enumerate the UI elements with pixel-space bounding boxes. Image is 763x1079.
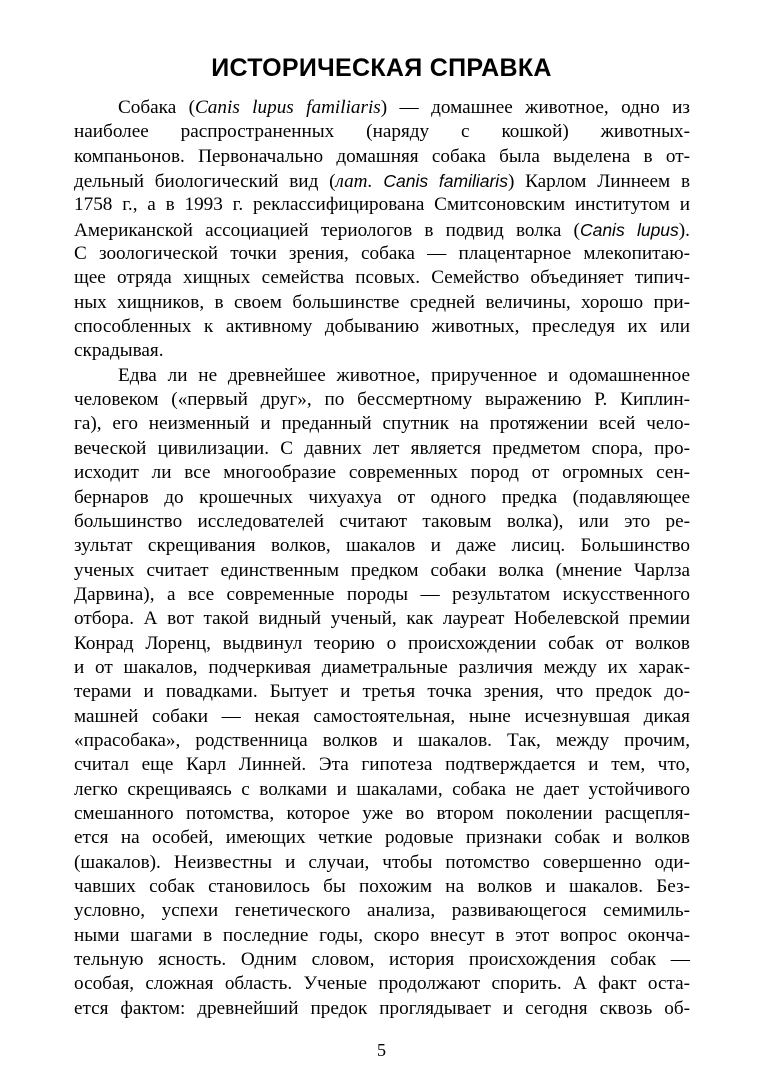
paragraph-2	[74, 364, 690, 1021]
text-line: способленных к активному добыванию животных, преследуя их или	[74, 316, 690, 338]
text-line: ется на особей, имеющих четкие родовые признаки собак и волков	[74, 827, 690, 849]
text-fragment: ) — домашнее животное, одно из	[380, 97, 690, 118]
latin-abbreviation: лат.	[335, 171, 373, 193]
text-line: ется фактом: древнейший предок проглядывает и сегодня сквозь об-	[74, 997, 690, 1019]
latin-name: Canis lupus familiaris	[195, 97, 381, 118]
text-line: смешанного потомства, которое уже во втором поколении расщепля-	[74, 802, 690, 824]
text-line: компаньонов. Первоначально домашняя собака была выделена в от-	[74, 145, 690, 167]
text-line: (шакалов). Неизвестны и случаи, чтобы потомство совершенно оди-	[74, 851, 690, 873]
paragraph-1	[74, 96, 690, 364]
text-line: чавших собак становилось бы похожим на волков и шакалов. Без-	[74, 876, 690, 897]
text-line: считал еще Карл Линней. Эта гипотеза подтверждается и тем, что,	[74, 754, 690, 776]
text-line	[74, 218, 690, 242]
text-fragment: ) Карлом Линнеем в	[507, 171, 691, 193]
latin-name: Canis familiaris	[383, 171, 508, 192]
text-line: исходит ли все многообразие современных пород от огромных сен-	[74, 462, 690, 484]
page-title: ИСТОРИЧЕСКАЯ СПРАВКА	[211, 54, 552, 82]
text-line: человеком («первый друг», по бессмертному выражению Р. Киплин-	[74, 389, 690, 411]
text-line: и от шакалов, подчеркивая диаметральные различия между их харак-	[74, 656, 690, 678]
text-line: ными шагами в последние годы, скоро внесут в этот вопрос оконча-	[74, 924, 690, 946]
text-line: машней собаки — некая самостоятельная, ныне исчезнувшая дикая	[74, 705, 690, 727]
latin-name: Canis lupus	[579, 219, 679, 240]
text-line: условно, успехи генетического анализа, развивающегося семимиль-	[74, 900, 690, 922]
text-line: терами и повадками. Бытует и третья точка зрения, что предок до-	[74, 681, 690, 703]
text-line	[74, 169, 690, 193]
text-line: отбора. А вот такой видный ученый, как лауреат Нобелевской премии	[74, 608, 690, 630]
text-line: особая, сложная область. Ученые продолжают спорить. А факт оста-	[74, 973, 690, 995]
page-body	[74, 96, 690, 1021]
text-line: Дарвина), а все современные породы — результатом искусственного	[74, 583, 690, 605]
text-line: веческой цивилизации. С давних лет является предметом спора, про-	[74, 437, 690, 459]
text-fragment: Американской ассоциацией териологов в подвид волка (	[74, 219, 580, 241]
text-line: легко скрещиваясь с волками и шакалами, собака не дает устойчивого	[74, 778, 690, 800]
text-line: га), его неизменный и преданный спутник на протяжении всей чело-	[74, 413, 690, 435]
text-line: 1758 г., а в 1993 г. реклассифицирована Смитсоновским институтом и	[74, 194, 690, 216]
text-line: бернаров до крошечных чихуахуа от одного предка (подавляющее	[74, 486, 690, 508]
text-line: ных хищников, в своем большинстве средней величины, хорошо при-	[74, 291, 690, 313]
text-line: «прасобака», родственница волков и шакалов. Так, между прочим,	[74, 729, 690, 751]
text-line: ученых считает единственным предком собаки волка (мнение Чарлза	[74, 559, 690, 581]
text-line: тельную ясность. Одним словом, история происхождения собак —	[74, 949, 690, 971]
text-fragment: дельный биологический вид (	[74, 171, 336, 193]
text-line	[74, 96, 690, 120]
text-line: скрадывая.	[74, 340, 164, 362]
text-line: щее отряда хищных семейства псовых. Семейство объединяет типич-	[74, 267, 690, 289]
text-line: Едва ли не древнейшее животное, прирученное и одомашненное	[118, 364, 690, 386]
page-number: 5	[377, 1040, 386, 1060]
text-fragment	[373, 171, 384, 192]
text-line: зультат скрещивания волков, шакалов и даже лисиц. Большинство	[74, 535, 690, 557]
text-fragment: ).	[678, 219, 690, 241]
text-line: Конрад Лоренц, выдвинул теорию о происхождении собак от волков	[74, 632, 690, 654]
text-line: наиболее распространенных (наряду с кошкой) животных-	[74, 121, 690, 143]
text-line: С зоологической точки зрения, собака — плацентарное млекопитаю-	[74, 243, 690, 265]
text-fragment: Собака (	[118, 97, 195, 118]
text-line: большинство исследователей считают таковым волка), или это ре-	[74, 510, 690, 532]
